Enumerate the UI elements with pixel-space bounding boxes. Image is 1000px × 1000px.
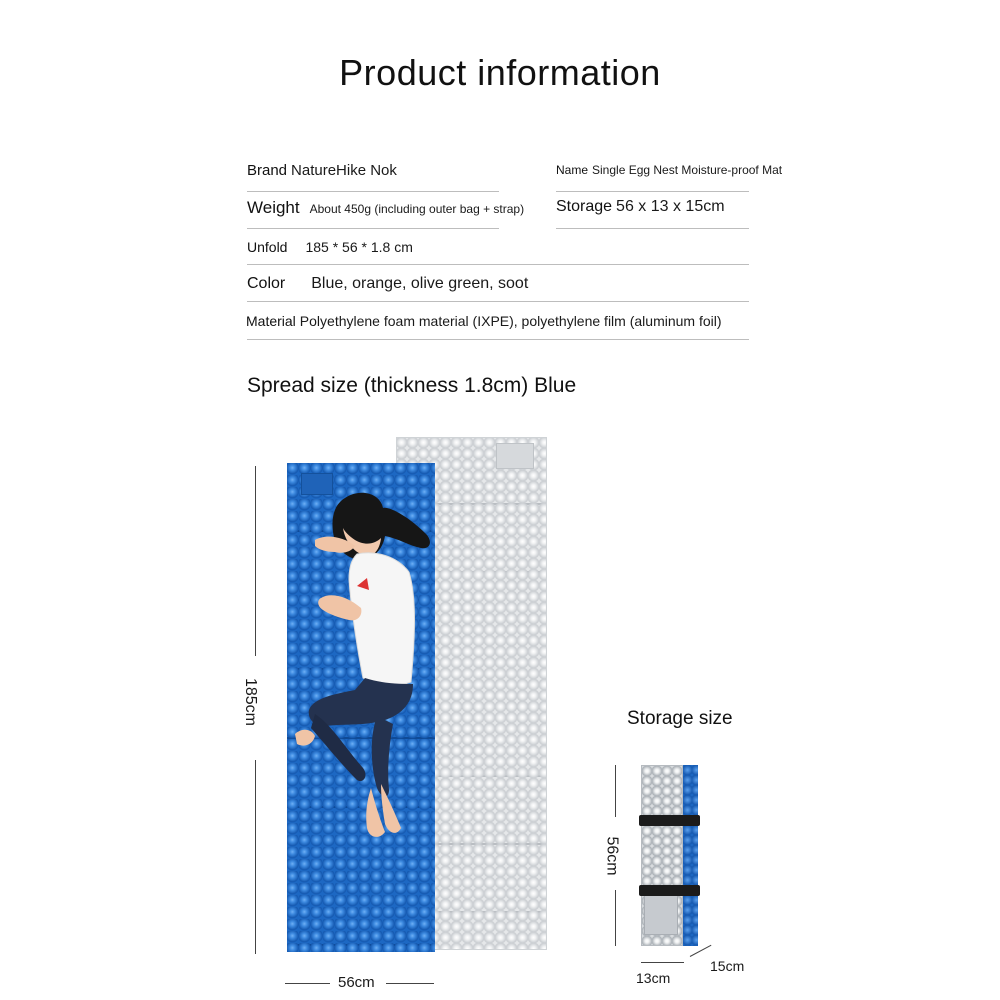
divider — [247, 264, 749, 265]
divider — [556, 191, 749, 192]
spec-storage-label: Storage — [556, 198, 613, 215]
mat-logo-patch — [496, 443, 534, 469]
spec-unfold-value: 185 * 56 * 1.8 cm — [305, 239, 413, 255]
spec-weight — [247, 198, 524, 218]
storage-width-line — [641, 962, 684, 963]
spec-color-label: Color — [247, 275, 286, 292]
spec-storage — [556, 198, 725, 216]
storage-height-label: 56cm — [603, 836, 621, 876]
storage-height-line-bottom — [615, 890, 616, 946]
strap-bottom — [639, 885, 700, 896]
rolled-mat-side — [683, 765, 698, 946]
rolled-mat-label — [644, 895, 678, 935]
storage-height-line-top — [615, 765, 616, 817]
spec-brand-value: NatureHike Nok — [291, 162, 397, 179]
divider — [247, 301, 749, 302]
divider — [247, 191, 499, 192]
width-dimension-label: 56cm — [338, 974, 375, 991]
length-dimension-line-bottom — [255, 760, 256, 954]
spec-brand — [247, 162, 397, 179]
spec-name-value: Single Egg Nest Moisture-proof Mat — [592, 163, 783, 177]
spec-name — [556, 163, 782, 177]
rolled-mat-image — [641, 765, 698, 946]
spec-material — [246, 313, 722, 329]
spec-storage-value: 56 x 13 x 15cm — [616, 198, 725, 215]
divider — [556, 228, 749, 229]
length-dimension-line-top — [255, 466, 256, 656]
spec-unfold-label: Unfold — [247, 239, 288, 255]
divider — [247, 228, 499, 229]
storage-depth-label: 15cm — [710, 958, 745, 974]
storage-size-heading: Storage size — [627, 708, 733, 729]
spec-material-value: Polyethylene foam material (IXPE), polyethylene film (aluminum foil) — [299, 313, 722, 329]
length-dimension-label: 185cm — [242, 677, 260, 727]
spec-weight-label: Weight — [247, 198, 300, 217]
spec-unfold — [247, 239, 413, 255]
width-dimension-line-right — [386, 983, 434, 984]
spec-color-value: Blue, orange, olive green, soot — [311, 275, 529, 292]
strap-top — [639, 815, 700, 826]
storage-width-label: 13cm — [636, 970, 671, 986]
spec-color — [247, 275, 528, 293]
spec-material-label: Material — [246, 313, 296, 329]
width-dimension-line-left — [285, 983, 330, 984]
divider — [247, 339, 749, 340]
storage-depth-line — [690, 945, 712, 957]
spec-weight-value: About 450g (including outer bag + strap) — [309, 202, 525, 216]
spread-size-heading: Spread size (thickness 1.8cm) Blue — [247, 374, 577, 397]
spec-brand-label: Brand — [247, 162, 288, 179]
person-lying-on-mat-image — [285, 488, 445, 848]
spec-name-label: Name — [556, 163, 589, 177]
page-title: Product information — [339, 52, 661, 93]
